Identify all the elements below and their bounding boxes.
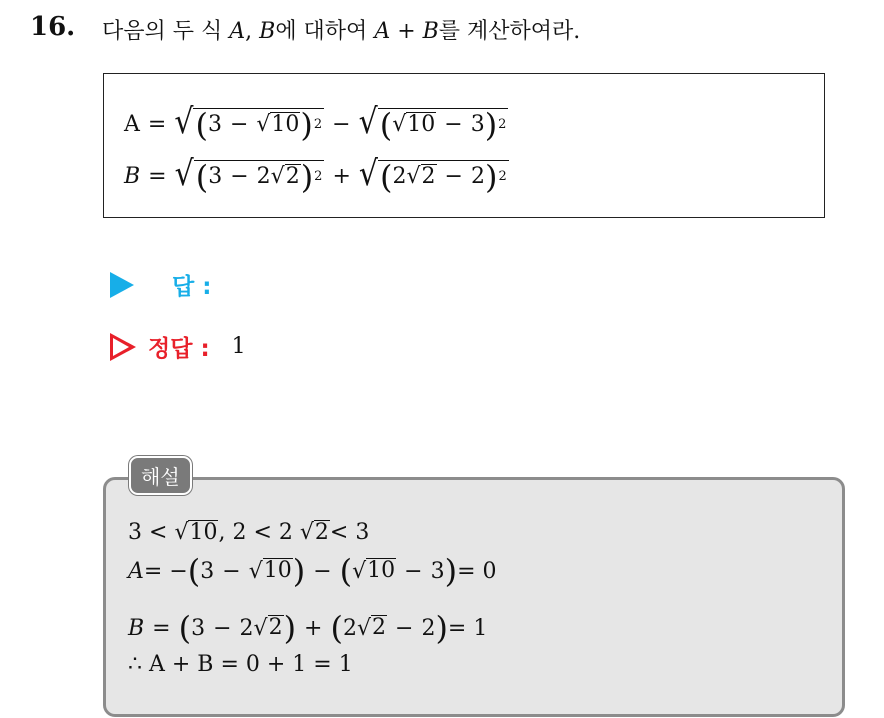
outline-triangle-icon [110,333,136,361]
radicand-ten: 10 [263,558,292,584]
sqrt-ten [392,112,436,137]
right-paren: ) [444,552,458,590]
left-paren: ( [178,609,192,647]
radical-icon: √ [270,164,285,189]
radicand-ten: 10 [367,558,396,584]
minus-sign: − [229,112,249,137]
radical-icon: √ [174,520,189,546]
equals-sign: = [147,111,167,137]
radical-icon: √ [392,112,407,137]
constant-three: 3 [207,112,222,137]
left-paren: ( [379,105,393,144]
solution-tab-label: 해설 [129,456,192,495]
equals-sign: = [152,615,171,641]
given-line-a [124,102,508,146]
left-paren: ( [330,609,343,647]
minus-sign: − [444,112,463,137]
sqrt-two [357,615,387,640]
solution-line1-c: < 3 [329,520,370,546]
question-number: 16. [30,12,76,42]
radicand-ten: 10 [407,111,436,137]
solution-line-3 [128,609,488,647]
radicand-two: 2 [268,615,283,641]
minus-sign: − [404,558,423,584]
exponent: 2 [498,117,507,132]
solution-line1-b: , 2 < 2 [218,520,293,546]
constant-three: 3 [430,558,445,584]
radical-icon: √ [174,153,194,194]
right-paren: ) [484,105,498,144]
sqrt-ten [174,520,218,545]
right-paren: ) [435,609,448,647]
radical-term [358,153,509,196]
minus-sign: − [230,164,249,189]
answer-label: 답 : [172,274,212,300]
solution-line-1 [128,520,369,545]
minus-sign: − [395,615,414,641]
correct-answer-label: 정답 : [148,336,210,362]
constant-three: 3 [200,558,215,584]
left-paren: ( [380,157,393,196]
sqrt-ten [256,112,300,137]
minus-sign: − [332,111,351,137]
correct-answer-value: 1 [231,334,246,359]
sqrt-two [254,615,284,640]
right-paren: ) [292,552,306,590]
sqrt-two [300,520,330,545]
question-text-suffix: 를 계산하여라. [438,19,581,44]
sqrt-ten [352,558,396,583]
right-paren: ) [300,157,314,196]
exponent: 2 [314,169,323,184]
radicand-two: 2 [314,520,329,545]
constant-three: 3 [470,112,485,137]
question-text-prefix: 다음의 두 식 [102,19,230,44]
question-text-mid: 에 대하여 [275,19,375,44]
radical-icon: √ [358,153,379,194]
coefficient-two: 2 [256,164,271,189]
radical-icon: √ [406,164,421,189]
solution-line2-eq: = − [143,558,188,584]
radicand-ten: 10 [271,111,300,137]
left-paren: ( [195,105,208,144]
minus-sign: − [313,558,332,584]
exponent: 2 [498,169,507,184]
radical-term [174,153,325,196]
radical-icon: √ [174,101,194,142]
minus-sign: − [213,615,232,641]
radicand-two: 2 [421,163,436,189]
solution-box [103,477,845,717]
radical-icon: √ [356,615,371,641]
given-expressions-box [103,73,825,218]
play-triangle-icon [110,272,134,298]
radical-icon: √ [256,112,271,137]
solution-line3-rhs: = 1 [447,615,488,641]
correct-answer-row [110,330,246,363]
question-var-a: A [229,19,246,44]
question-expression: A + B [374,19,439,44]
radical-icon: √ [253,615,268,641]
question-comma: , [245,19,260,44]
radical-icon: √ [358,101,378,142]
answer-row [110,268,211,301]
radicand-ten: 10 [189,520,218,545]
left-paren: ( [195,157,209,196]
exponent: 2 [313,117,323,132]
constant-two: 2 [421,615,436,641]
plus-sign: + [332,163,351,189]
solution-line1-a: 3 < [128,520,168,546]
coefficient-two: 2 [239,615,254,641]
radicand-two: 2 [372,615,386,641]
radical-icon: √ [299,520,314,546]
given-b-lhs: B [124,163,141,189]
solution-line3-lhs: B [128,615,145,641]
right-paren: ) [300,105,313,144]
radical-icon: √ [248,558,263,584]
sqrt-two [407,164,437,189]
constant-three: 3 [208,164,223,189]
left-paren: ( [187,552,201,590]
solution-line2-lhs: A [128,558,144,584]
minus-sign: − [222,558,241,584]
solution-line-4: ∴ A + B = 0 + 1 = 1 [128,652,353,677]
coefficient-two: 2 [342,615,357,641]
constant-three: 3 [191,615,206,641]
radicand-two: 2 [285,163,300,189]
question-var-b: B [259,19,276,44]
sqrt-ten [249,558,293,583]
given-a-lhs: A [124,111,140,137]
solution-line2-rhs: = 0 [457,558,497,584]
question-text [102,14,580,45]
right-paren: ) [283,609,297,647]
constant-two: 2 [470,164,485,189]
given-line-b [124,154,509,198]
coefficient-two: 2 [392,164,407,189]
plus-sign: + [304,615,323,641]
radical-icon: √ [352,558,367,584]
equals-sign: = [148,163,167,189]
solution-line-2 [128,552,497,590]
right-paren: ) [484,157,498,196]
radical-term [358,101,509,144]
left-paren: ( [339,552,353,590]
radical-term [174,101,324,144]
sqrt-two [271,164,301,189]
minus-sign: − [444,164,463,189]
